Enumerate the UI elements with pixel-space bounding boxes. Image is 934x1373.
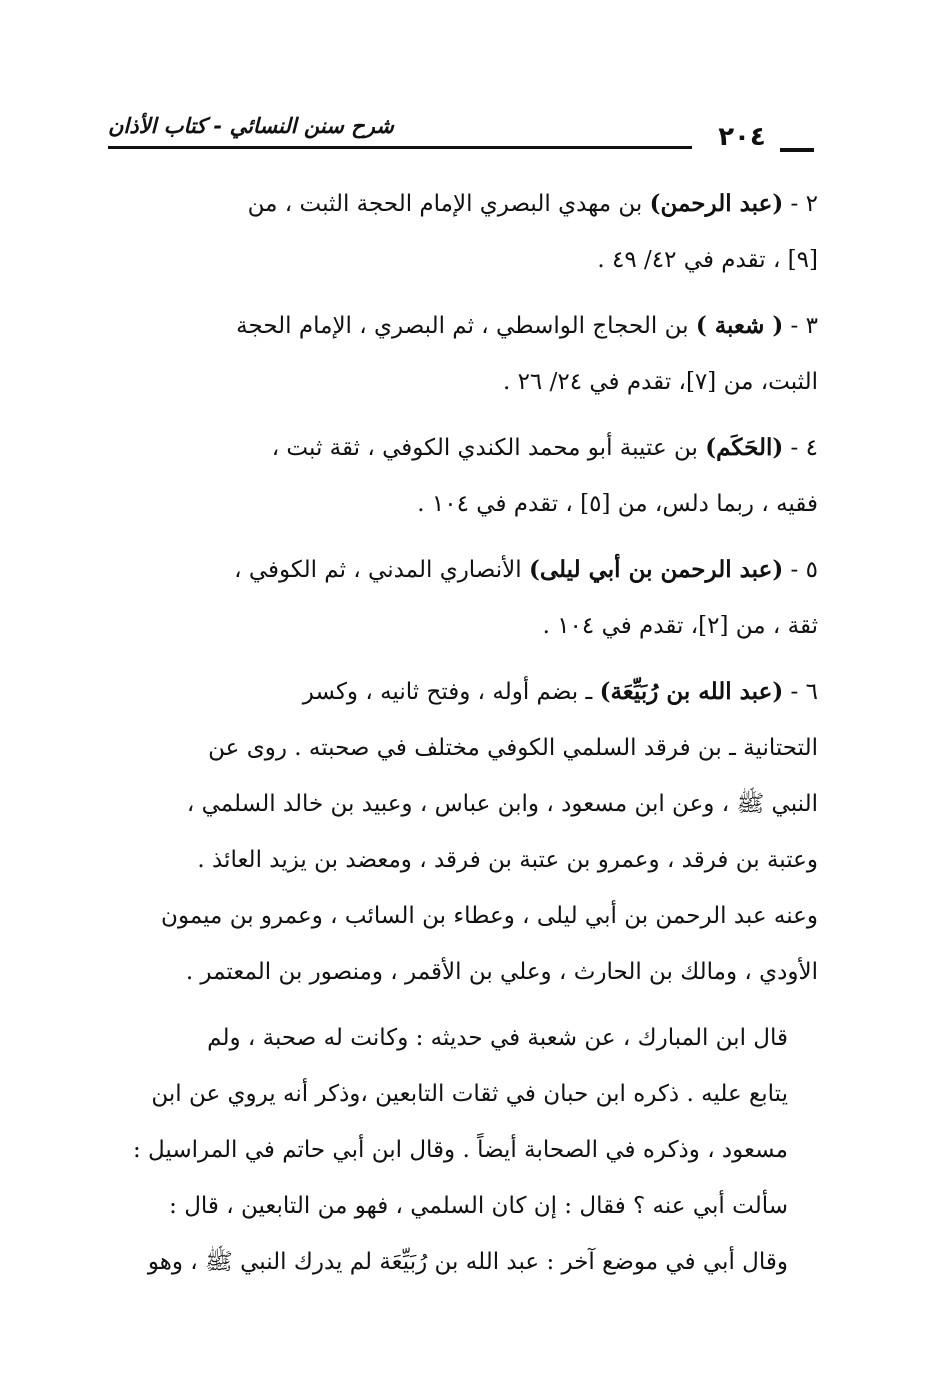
paragraph-line: يتابع عليه . ذكره ابن حبان في ثقات التابعين ،وذكر أنه يروي عن ابن (151, 1081, 788, 1107)
narrator-name: (عبد الله بن رُبَيِّعَة) (599, 678, 784, 705)
entry-line: وعنه عبد الرحمن بن أبي ليلى ، وعطاء بن السائب ، وعمرو بن ميمون (161, 903, 818, 929)
entry-line: الثبت، من [٧]، تقدم في ٢٤/ ٢٦ . (502, 369, 818, 395)
paragraph-line: سألت أبي عنه ؟ فقال : إن كان السلمي ، فهو من التابعين ، قال : (169, 1193, 788, 1219)
paragraph-line: مسعود ، وذكره في الصحابة أيضاً . وقال ابن أبي حاتم في المراسيل : (132, 1137, 788, 1163)
entry-text: بن مهدي البصري الإمام الحجة الثبت ، من (247, 191, 650, 217)
entry-number: ٥ - (783, 557, 818, 583)
narrator-entry-6 (110, 664, 818, 1000)
entry-line: فقيه ، ربما دلس، من [٥] ، تقدم في ١٠٤ . (417, 491, 818, 517)
entry-line (110, 176, 818, 232)
entry-number: ٣ - (783, 313, 818, 339)
entry-text: الأنصاري المدني ، ثم الكوفي ، (234, 557, 529, 583)
narrator-entry-4 (110, 420, 818, 532)
entry-line: الأودي ، ومالك بن الحارث ، وعلي بن الأقمر ، ومنصور بن المعتمر . (185, 959, 818, 985)
narrator-entry-2 (110, 176, 818, 288)
entry-line: وعتبة بن فرقد ، وعمرو بن عتبة بن فرقد ، ومعضد بن يزيد العائذ . (197, 847, 818, 873)
entry-line (110, 298, 818, 354)
page-header (108, 106, 814, 158)
header-rule (108, 146, 692, 149)
entry-text: بن الحجاج الواسطي ، ثم البصري ، الإمام الحجة (236, 313, 696, 339)
entry-text: ـ بضم أوله ، وفتح ثانيه ، وكسر (302, 679, 600, 705)
entry-line: التحتانية ـ بن فرقد السلمي الكوفي مختلف في صحبته . روى عن (208, 735, 818, 761)
entry-line: ثقة ، من [٢]، تقدم في ١٠٤ . (542, 613, 818, 639)
entry-line (110, 664, 818, 720)
entry-number: ٤ - (783, 435, 818, 461)
entry-line: [٩] ، تقدم في ٤٢/ ٤٩ . (597, 247, 818, 273)
narrator-name: (عبد الرحمن) (649, 190, 784, 217)
commentary-paragraph (110, 1010, 818, 1290)
narrator-name: ( شعبة ) (695, 312, 784, 339)
page-number-dash (780, 148, 814, 152)
entry-line (110, 542, 818, 598)
narrator-entry-5 (110, 542, 818, 654)
narrator-name: (الحَكَم) (705, 434, 784, 461)
paragraph-line: قال ابن المبارك ، عن شعبة في حديثه : وكانت له صحبة ، ولم (207, 1025, 788, 1051)
entry-line: النبي ﷺ ، وعن ابن مسعود ، وابن عباس ، وعبيد بن خالد السلمي ، (186, 791, 818, 817)
entry-number: ٢ - (783, 191, 818, 217)
page-number: ٢٠٤ (718, 122, 766, 152)
page-body (110, 176, 818, 1290)
running-title: شرح سنن النسائي - كتاب الأذان (108, 114, 394, 138)
entry-line (110, 420, 818, 476)
entry-number: ٦ - (783, 679, 818, 705)
entry-text: بن عتيبة أبو محمد الكندي الكوفي ، ثقة ثبت ، (271, 435, 706, 461)
paragraph-line: وقال أبي في موضع آخر : عبد الله بن رُبَيِّعَة لم يدرك النبي ﷺ ، وهو (147, 1249, 788, 1275)
narrator-name: (عبد الرحمن بن أبي ليلى) (528, 556, 784, 583)
narrator-entry-3 (110, 298, 818, 410)
